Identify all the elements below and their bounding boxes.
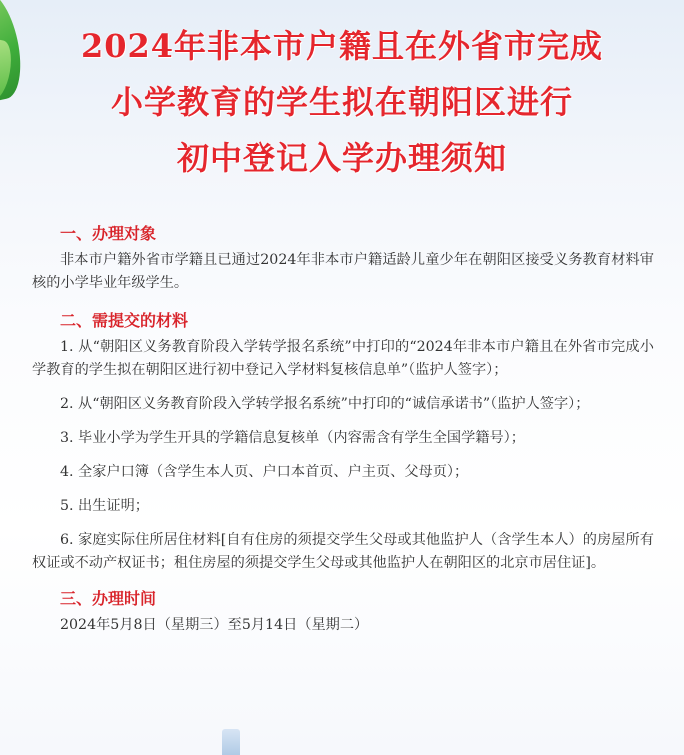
title-line-2: 小学教育的学生拟在朝阳区进行 — [110, 83, 573, 121]
list-item: 4. 全家户口簿（含学生本人页、户口本首页、户主页、父母页）； — [60, 464, 469, 480]
section-heading: 二、需提交的材料 — [60, 311, 189, 330]
section-materials — [32, 309, 654, 575]
section-applicants — [32, 222, 654, 295]
notice-body — [32, 222, 654, 637]
decorative-shape — [222, 729, 240, 755]
list-item: 6. 家庭实际住所居住材料[自有住房的须提交学生父母或其他监护人（含学生本人）的房屋所有权证或不动产权证书；租住房屋的须提交学生父母或其他监护人在朝阳区的北京市居住证]。 — [32, 532, 654, 571]
list-item: 3. 毕业小学为学生开具的学籍信息复核单（内容需含有学生全国学籍号）； — [60, 430, 525, 446]
list-item: 1. 从“朝阳区义务教育阶段入学转学报名系统”中打印的“2024年非本市户籍且在外省市完成小学教育的学生拟在朝阳区进行初中登记入学材料复核信息单”（监护人签字）； — [32, 339, 654, 378]
section-heading: 一、办理对象 — [60, 224, 157, 243]
paragraph: 2024年5月8日（星期三）至5月14日（星期二） — [60, 617, 369, 633]
section-time — [32, 587, 654, 637]
title-line-1: 2024年非本市户籍且在外省市完成 — [80, 27, 604, 65]
list-item: 5. 出生证明； — [60, 498, 149, 514]
list-item: 2. 从“朝阳区义务教育阶段入学转学报名系统”中打印的“诚信承诺书”（监护人签字）； — [60, 396, 590, 412]
page-title — [0, 18, 684, 186]
paragraph: 非本市户籍外省市学籍且已通过2024年非本市户籍适龄儿童少年在朝阳区接受义务教育材料审核的小学毕业年级学生。 — [32, 252, 654, 291]
title-line-3: 初中登记入学办理须知 — [176, 139, 507, 177]
section-heading: 三、办理时间 — [60, 589, 157, 608]
